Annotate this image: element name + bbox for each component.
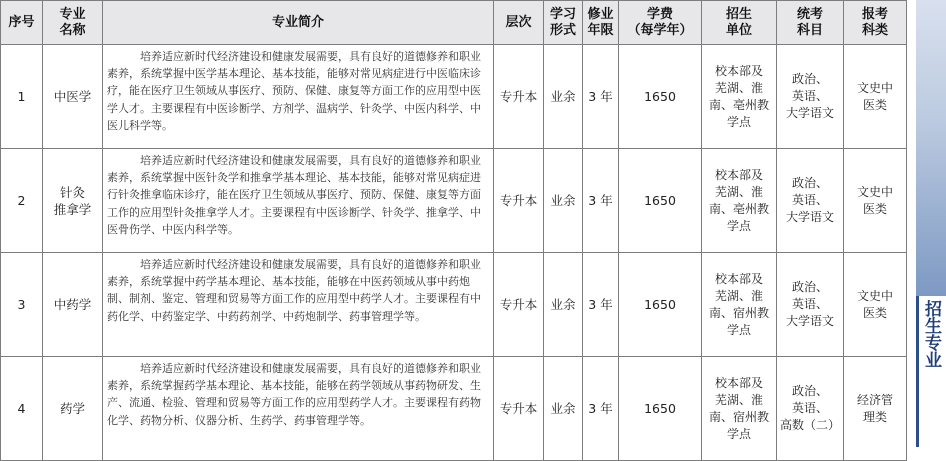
cell-mode: 业余 — [544, 357, 583, 461]
cell-fee: 1650 — [619, 253, 702, 357]
intro-text: 培养适应新时代经济建设和健康发展需要，具有良好的道德修养和职业素养，系统掌握中药学基本理论、基本技能，能够在中医药领域从事中药炮制、制剂、鉴定、管理和贸易等方面工作的应用型中药学人才。主要课程有中药化学、中药鉴定学、中药药剂学、中药炮制学、药事管理学等。 — [107, 258, 481, 323]
intro-text: 培养适应新时代经济建设和健康发展需要，具有良好的道德修养和职业素养，系统掌握中医针灸学和推拿学基本理论、基本技能，能够对常见病症进行针灸推拿临床诊疗，能在医疗卫生领域从事医疗、预防、保健、康复等方面工作的应用型针灸推拿学人才。主要课程有中医诊断学、针灸学、推拿学、中医骨伤学、中医内科学等。 — [107, 154, 481, 236]
cell-category: 文史中 医类 — [844, 45, 907, 149]
cell-no: 1 — [1, 45, 43, 149]
cell-intro — [103, 45, 494, 149]
cell-years: 3 年 — [583, 357, 619, 461]
cell-mode: 业余 — [544, 253, 583, 357]
side-banner-gradient — [916, 0, 946, 296]
cell-intro — [103, 357, 494, 461]
cell-level: 专升本 — [494, 45, 544, 149]
header-level: 层次 — [494, 1, 544, 45]
cell-unit: 校本部及 芜湖、淮 南、亳州教 学点 — [702, 45, 777, 149]
cell-mode: 业余 — [544, 149, 583, 253]
table-row — [1, 357, 907, 461]
cell-fee: 1650 — [619, 45, 702, 149]
cell-years: 3 年 — [583, 45, 619, 149]
table-row — [1, 45, 907, 149]
cell-exam: 政治、 英语、 高数（二） — [777, 357, 844, 461]
cell-level: 专升本 — [494, 357, 544, 461]
cell-unit: 校本部及 芜湖、淮 南、宿州教 学点 — [702, 357, 777, 461]
cell-major: 中药学 — [43, 253, 103, 357]
table-row — [1, 253, 907, 357]
cell-level: 专升本 — [494, 253, 544, 357]
cell-category: 文史中 医类 — [844, 149, 907, 253]
header-row — [1, 1, 907, 45]
cell-no: 3 — [1, 253, 43, 357]
header-years: 修业 年限 — [583, 1, 619, 45]
cell-mode: 业余 — [544, 45, 583, 149]
table-row — [1, 149, 907, 253]
cell-level: 专升本 — [494, 149, 544, 253]
header-intro: 专业简介 — [103, 1, 494, 45]
cell-years: 3 年 — [583, 253, 619, 357]
cell-category: 经济管 理类 — [844, 357, 907, 461]
cell-intro — [103, 253, 494, 357]
cell-years: 3 年 — [583, 149, 619, 253]
cell-no: 2 — [1, 149, 43, 253]
cell-unit: 校本部及 芜湖、淮 南、亳州教 学点 — [702, 149, 777, 253]
cell-major: 针灸 推拿学 — [43, 149, 103, 253]
cell-unit: 校本部及 芜湖、淮 南、宿州教 学点 — [702, 253, 777, 357]
side-banner — [916, 0, 946, 447]
header-exam: 统考 科目 — [777, 1, 844, 45]
cell-exam: 政治、 英语、 大学语文 — [777, 253, 844, 357]
header-unit: 招生 单位 — [702, 1, 777, 45]
header-major: 专业 名称 — [43, 1, 103, 45]
cell-intro — [103, 149, 494, 253]
cell-exam: 政治、 英语、 大学语文 — [777, 149, 844, 253]
cell-major: 药学 — [43, 357, 103, 461]
header-no: 序号 — [1, 1, 43, 45]
intro-text: 培养适应新时代经济建设和健康发展需要，具有良好的道德修养和职业素养，系统掌握药学基本理论、基本技能，能够在药学领域从事药物研发、生产、流通、检验、管理和贸易等方面工作的应用型药学人才。主要课程有药物化学、药物分析、仪器分析、生药学、药事管理学等。 — [107, 362, 481, 427]
cell-exam: 政治、 英语、 大学语文 — [777, 45, 844, 149]
intro-text: 培养适应新时代经济建设和健康发展需要，具有良好的道德修养和职业素养，系统掌握中医学基本理论、基本技能，能够对常见病症进行中医临床诊疗，能在医疗卫生领域从事医疗、预防、保健、康复等方面工作的应用型中医学人才。主要课程有中医诊断学、方剂学、温病学、针灸学、中医内科学、中医儿科学等。 — [107, 50, 481, 132]
header-category: 报考 科类 — [844, 1, 907, 45]
side-banner-label: 招生专业 — [921, 300, 941, 368]
cell-no: 4 — [1, 357, 43, 461]
cell-major: 中医学 — [43, 45, 103, 149]
cell-fee: 1650 — [619, 357, 702, 461]
cell-fee: 1650 — [619, 149, 702, 253]
cell-category: 文史中 医类 — [844, 253, 907, 357]
header-mode: 学习 形式 — [544, 1, 583, 45]
header-fee: 学费 （每学年） — [619, 1, 702, 45]
